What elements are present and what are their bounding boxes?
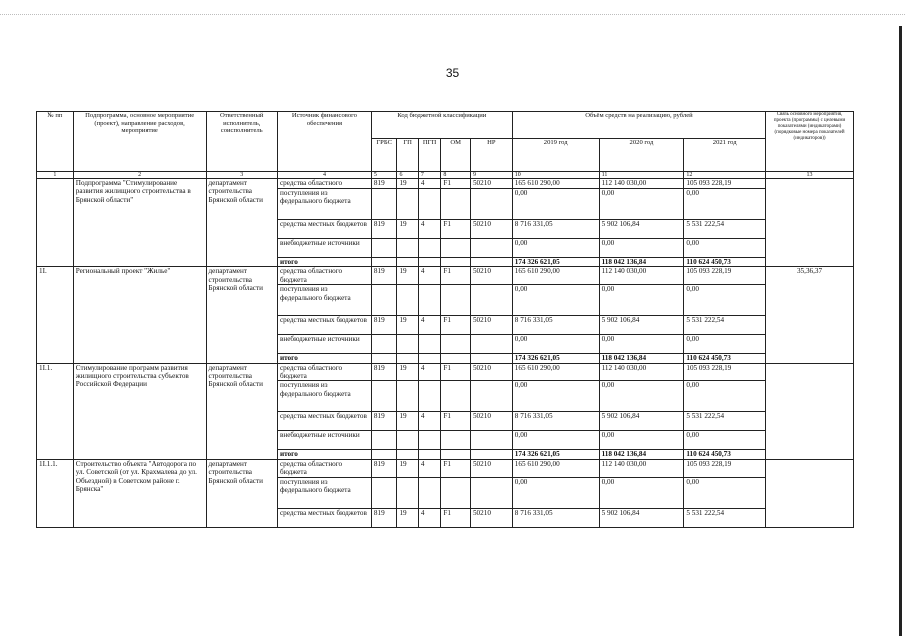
cell-pgp: 4	[418, 220, 440, 239]
item-number	[37, 179, 74, 267]
cell-v2020: 112 140 030,00	[599, 267, 684, 285]
indicator-link: 35,36,37	[766, 267, 854, 363]
cell-v2021: 110 624 450,73	[684, 258, 766, 267]
cell-gp: 19	[397, 363, 418, 381]
cell-om: F1	[441, 220, 471, 239]
cell-grbs	[371, 431, 397, 450]
cell-v2019: 8 716 331,05	[512, 220, 599, 239]
item-name: Подпрограмма "Стимулирование развития жилищного строительства в Брянской области"	[73, 179, 206, 267]
item-executor: департамент строительства Брянской области	[206, 267, 277, 363]
header-volume: Объём средств на реализацию, рублей	[512, 112, 765, 139]
item-number: 1I.	[37, 267, 74, 363]
cell-v2020: 0,00	[599, 285, 684, 316]
cell-v2020: 0,00	[599, 239, 684, 258]
header-grbs: ГРБС	[371, 139, 397, 172]
cell-nr	[470, 239, 512, 258]
cell-nr: 50210	[470, 412, 512, 431]
table-row	[37, 267, 854, 285]
cell-pgp: 4	[418, 316, 440, 335]
col-number: 10	[512, 172, 599, 179]
funding-source: средства местных бюджетов	[277, 412, 371, 431]
cell-nr: 50210	[470, 363, 512, 381]
header-program: Подпрограмма, основное мероприятие (проект), направление расходов, мероприятие	[73, 112, 206, 172]
cell-grbs: 819	[371, 267, 397, 285]
cell-v2019: 174 326 621,05	[512, 354, 599, 363]
cell-v2019: 165 610 290,00	[512, 459, 599, 477]
cell-v2020: 5 902 106,84	[599, 508, 684, 527]
funding-source: средства местных бюджетов	[277, 316, 371, 335]
col-number: 7	[418, 172, 440, 179]
col-number: 6	[397, 172, 418, 179]
cell-gp	[397, 450, 418, 459]
cell-om	[441, 285, 471, 316]
column-number-row	[37, 172, 854, 179]
page-number: 35	[445, 66, 460, 80]
cell-v2019: 0,00	[512, 239, 599, 258]
item-name: Стимулирование программ развития жилищного строительства субъектов Российской Федерации	[73, 363, 206, 459]
cell-pgp	[418, 335, 440, 354]
cell-v2021: 105 093 228,19	[684, 459, 766, 477]
cell-om	[441, 431, 471, 450]
col-number: 8	[441, 172, 471, 179]
cell-grbs: 819	[371, 220, 397, 239]
funding-source: итого	[277, 258, 371, 267]
funding-source: итого	[277, 450, 371, 459]
cell-gp	[397, 239, 418, 258]
cell-v2020: 0,00	[599, 381, 684, 412]
cell-v2020: 0,00	[599, 335, 684, 354]
col-number: 4	[277, 172, 371, 179]
header-executor: Ответственный исполнитель, соисполнитель	[206, 112, 277, 172]
col-number: 9	[470, 172, 512, 179]
table-row	[37, 363, 854, 381]
col-number: 2	[73, 172, 206, 179]
cell-v2021: 105 093 228,19	[684, 363, 766, 381]
cell-v2021: 105 093 228,19	[684, 179, 766, 189]
cell-grbs	[371, 189, 397, 220]
scan-artifact-line	[0, 14, 905, 21]
cell-pgp	[418, 258, 440, 267]
header-2019: 2019 год	[512, 139, 599, 172]
funding-source: внебюджетные источники	[277, 335, 371, 354]
cell-v2019: 0,00	[512, 335, 599, 354]
funding-source: поступления из федерального бюджета	[277, 477, 371, 508]
cell-v2021: 0,00	[684, 335, 766, 354]
funding-source: средства областного бюджета	[277, 459, 371, 477]
cell-grbs	[371, 285, 397, 316]
cell-om: F1	[441, 508, 471, 527]
cell-gp: 19	[397, 179, 418, 189]
cell-pgp	[418, 381, 440, 412]
cell-v2019: 8 716 331,05	[512, 412, 599, 431]
cell-nr	[470, 477, 512, 508]
cell-gp: 19	[397, 267, 418, 285]
cell-gp: 19	[397, 508, 418, 527]
cell-nr	[470, 450, 512, 459]
budget-table	[36, 111, 854, 528]
item-name: Региональный проект "Жилье"	[73, 267, 206, 363]
cell-gp	[397, 381, 418, 412]
cell-om	[441, 354, 471, 363]
cell-nr: 50210	[470, 179, 512, 189]
cell-grbs: 819	[371, 316, 397, 335]
cell-pgp: 4	[418, 508, 440, 527]
cell-v2020: 112 140 030,00	[599, 459, 684, 477]
cell-v2019: 165 610 290,00	[512, 267, 599, 285]
cell-v2021: 0,00	[684, 431, 766, 450]
table-row	[37, 459, 854, 477]
cell-v2020: 118 042 136,84	[599, 258, 684, 267]
funding-source: поступления из федерального бюджета	[277, 189, 371, 220]
cell-v2021: 110 624 450,73	[684, 450, 766, 459]
cell-v2021: 0,00	[684, 239, 766, 258]
funding-source: средства областного	[277, 179, 371, 189]
cell-om	[441, 381, 471, 412]
cell-gp	[397, 335, 418, 354]
cell-v2020: 112 140 030,00	[599, 363, 684, 381]
cell-pgp: 4	[418, 412, 440, 431]
cell-gp	[397, 189, 418, 220]
cell-nr	[470, 381, 512, 412]
cell-grbs	[371, 239, 397, 258]
cell-om: F1	[441, 459, 471, 477]
cell-grbs	[371, 450, 397, 459]
header-source: Источник финансового обеспечения	[277, 112, 371, 172]
cell-v2020: 5 902 106,84	[599, 220, 684, 239]
cell-pgp	[418, 354, 440, 363]
header-2021: 2021 год	[684, 139, 766, 172]
cell-v2021: 0,00	[684, 285, 766, 316]
cell-nr	[470, 258, 512, 267]
cell-pgp: 4	[418, 363, 440, 381]
item-number: 1I.1.	[37, 363, 74, 459]
cell-v2021: 5 531 222,54	[684, 412, 766, 431]
cell-v2019: 165 610 290,00	[512, 363, 599, 381]
cell-v2019: 0,00	[512, 285, 599, 316]
cell-gp	[397, 431, 418, 450]
header-gp: ГП	[397, 139, 418, 172]
col-number: 1	[37, 172, 74, 179]
funding-source: внебюджетные источники	[277, 431, 371, 450]
cell-grbs: 819	[371, 459, 397, 477]
cell-v2020: 112 140 030,00	[599, 179, 684, 189]
cell-v2021: 5 531 222,54	[684, 508, 766, 527]
cell-gp: 19	[397, 412, 418, 431]
cell-v2019: 0,00	[512, 189, 599, 220]
cell-v2020: 0,00	[599, 477, 684, 508]
header-pgp: ПГП	[418, 139, 440, 172]
cell-nr: 50210	[470, 459, 512, 477]
cell-pgp	[418, 189, 440, 220]
cell-om	[441, 450, 471, 459]
cell-om	[441, 189, 471, 220]
col-number: 5	[371, 172, 397, 179]
item-executor: департамент строительства Брянской области	[206, 179, 277, 267]
indicator-link	[766, 363, 854, 459]
cell-pgp	[418, 431, 440, 450]
col-number: 13	[766, 172, 854, 179]
cell-gp: 19	[397, 220, 418, 239]
cell-v2020: 118 042 136,84	[599, 450, 684, 459]
cell-v2020: 5 902 106,84	[599, 412, 684, 431]
cell-gp	[397, 354, 418, 363]
cell-grbs	[371, 354, 397, 363]
col-number: 12	[684, 172, 766, 179]
cell-pgp	[418, 477, 440, 508]
cell-om: F1	[441, 412, 471, 431]
cell-v2020: 0,00	[599, 189, 684, 220]
cell-nr	[470, 431, 512, 450]
cell-v2021: 0,00	[684, 189, 766, 220]
funding-source: поступления из федерального бюджета	[277, 381, 371, 412]
cell-nr: 50210	[470, 267, 512, 285]
header-budget-code: Код бюджетной классификации	[371, 112, 512, 139]
indicator-link	[766, 179, 854, 267]
cell-pgp	[418, 239, 440, 258]
cell-grbs: 819	[371, 508, 397, 527]
cell-v2021: 0,00	[684, 477, 766, 508]
cell-v2021: 110 624 450,73	[684, 354, 766, 363]
cell-v2019: 0,00	[512, 381, 599, 412]
header-nr: НР	[470, 139, 512, 172]
cell-grbs	[371, 381, 397, 412]
cell-v2019: 174 326 621,05	[512, 450, 599, 459]
funding-source: итого	[277, 354, 371, 363]
cell-pgp	[418, 450, 440, 459]
cell-nr: 50210	[470, 316, 512, 335]
funding-source: внебюджетные источники	[277, 239, 371, 258]
cell-om: F1	[441, 267, 471, 285]
cell-nr	[470, 189, 512, 220]
cell-om	[441, 258, 471, 267]
cell-v2021: 105 093 228,19	[684, 267, 766, 285]
cell-v2019: 174 326 621,05	[512, 258, 599, 267]
cell-gp	[397, 258, 418, 267]
cell-om	[441, 335, 471, 354]
cell-pgp: 4	[418, 179, 440, 189]
funding-source: средства местных бюджетов	[277, 220, 371, 239]
cell-pgp: 4	[418, 459, 440, 477]
cell-om: F1	[441, 316, 471, 335]
cell-gp	[397, 285, 418, 316]
item-executor: департамент строительства Брянской области	[206, 459, 277, 527]
indicator-link	[766, 459, 854, 527]
cell-v2019: 8 716 331,05	[512, 508, 599, 527]
header-2020: 2020 год	[599, 139, 684, 172]
cell-v2019: 0,00	[512, 477, 599, 508]
cell-v2020: 0,00	[599, 431, 684, 450]
cell-v2021: 5 531 222,54	[684, 220, 766, 239]
cell-grbs: 819	[371, 179, 397, 189]
cell-om	[441, 239, 471, 258]
cell-om	[441, 477, 471, 508]
cell-gp: 19	[397, 316, 418, 335]
cell-grbs	[371, 258, 397, 267]
header-om: ОМ	[441, 139, 471, 172]
col-number: 3	[206, 172, 277, 179]
col-number: 11	[599, 172, 684, 179]
cell-nr: 50210	[470, 220, 512, 239]
funding-source: средства областного бюджета	[277, 267, 371, 285]
cell-nr	[470, 354, 512, 363]
cell-v2019: 8 716 331,05	[512, 316, 599, 335]
cell-v2021: 0,00	[684, 381, 766, 412]
table-row	[37, 179, 854, 189]
cell-v2020: 5 902 106,84	[599, 316, 684, 335]
cell-grbs	[371, 335, 397, 354]
item-number: 1I.1.1.	[37, 459, 74, 527]
cell-nr: 50210	[470, 508, 512, 527]
cell-v2020: 118 042 136,84	[599, 354, 684, 363]
cell-v2019: 165 610 290,00	[512, 179, 599, 189]
cell-om: F1	[441, 179, 471, 189]
funding-source: средства местных бюджетов	[277, 508, 371, 527]
cell-grbs	[371, 477, 397, 508]
funding-source: поступления из федерального бюджета	[277, 285, 371, 316]
cell-gp	[397, 477, 418, 508]
cell-om: F1	[441, 363, 471, 381]
cell-grbs: 819	[371, 363, 397, 381]
cell-gp: 19	[397, 459, 418, 477]
scan-edge-bar	[899, 26, 902, 636]
cell-nr	[470, 285, 512, 316]
cell-v2021: 5 531 222,54	[684, 316, 766, 335]
header-num: № пп	[37, 112, 74, 172]
cell-grbs: 819	[371, 412, 397, 431]
header-link: Связь основного мероприятия, проекта (программы) с целевыми показателями (индикаторами) (порядковые номера показателей (индикаторов))	[766, 112, 854, 172]
cell-nr	[470, 335, 512, 354]
cell-pgp	[418, 285, 440, 316]
cell-v2019: 0,00	[512, 431, 599, 450]
funding-source: средства областного бюджета	[277, 363, 371, 381]
item-executor: департамент строительства Брянской области	[206, 363, 277, 459]
cell-pgp: 4	[418, 267, 440, 285]
item-name: Строительство объекта "Автодорога по ул. Советской (от ул. Крахмалева до ул. Объездной) в Советском районе г. Брянска"	[73, 459, 206, 527]
